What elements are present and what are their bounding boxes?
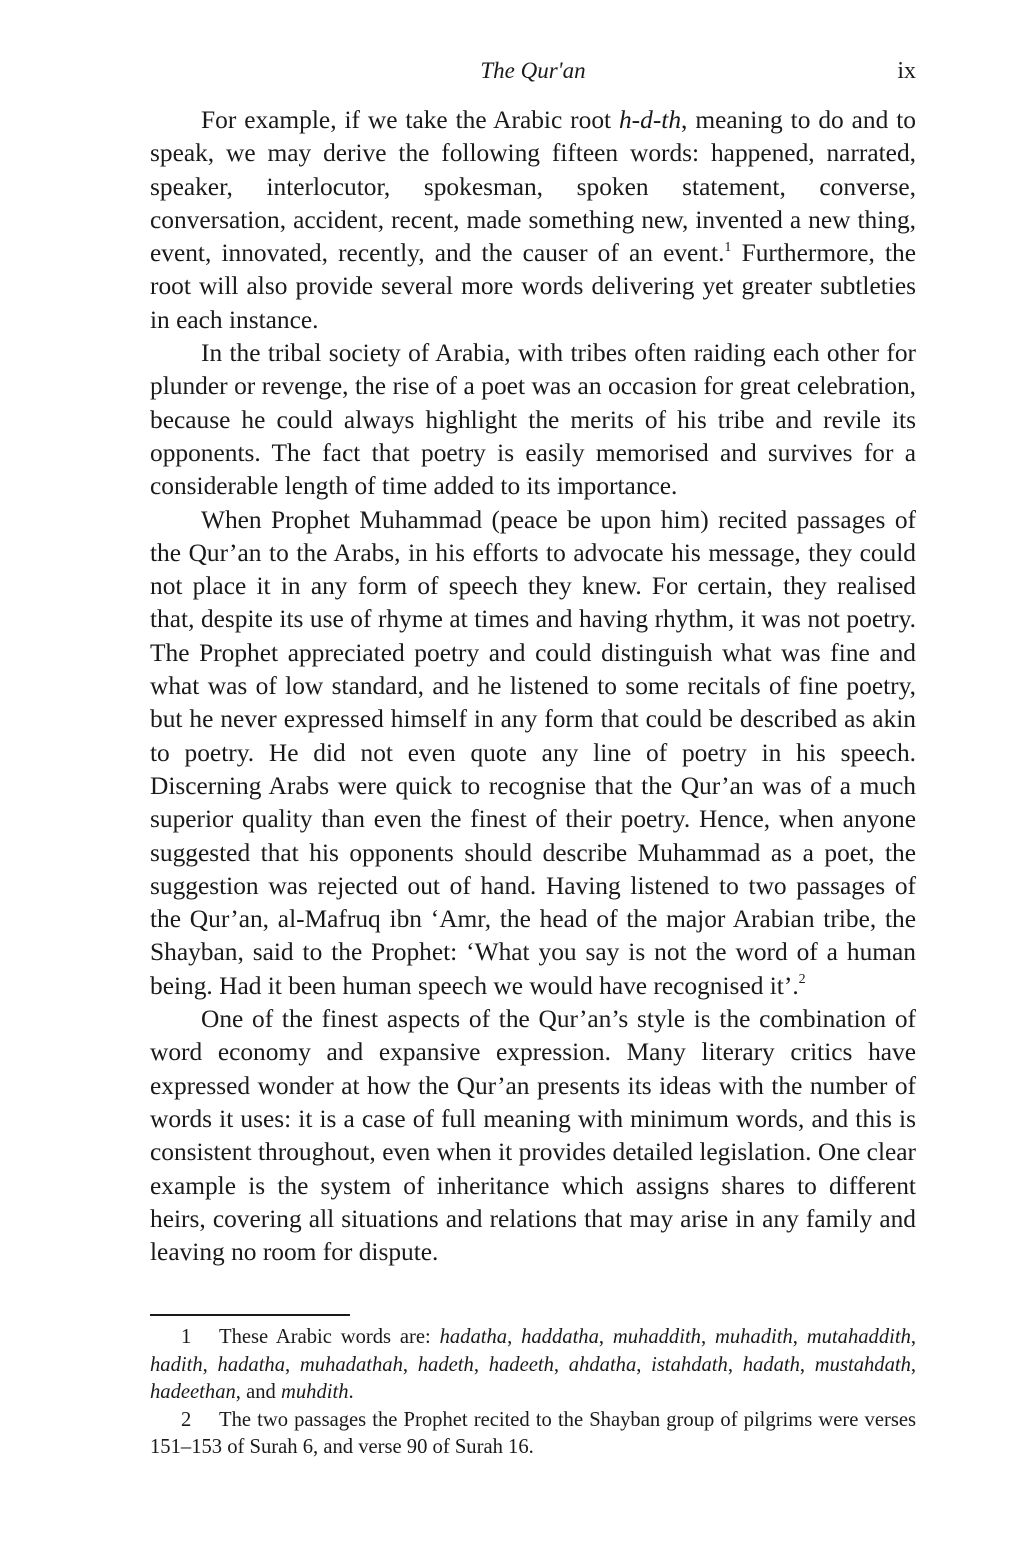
footnote-1-word: hadeeth — [488, 1353, 554, 1376]
footnote-2 — [150, 1407, 916, 1462]
footnote-1-word: hadatha — [439, 1326, 508, 1348]
footnote-1-end: . — [348, 1381, 354, 1404]
footnote-1-lead: These Arabic words are: — [219, 1326, 440, 1348]
footnote-1-and: , and — [235, 1381, 281, 1404]
paragraph-4: One of the finest aspects of the Qur’an’s style is the combination of word economy and expansive expression. Many literary critics have expressed wonder at how the Qur’an presents its ideas with the number of words it uses: it is a case of full meaning with minimum words, and this is consistent throughout, even when it provides detailed legislation. One clear example is the system of inheritance which assigns shares to different heirs, covering all situations and relations that may arise in any family and leaving no room for dispute. — [150, 1005, 916, 1267]
footnote-1 — [150, 1324, 916, 1407]
footnote-1-word: hadith — [150, 1353, 203, 1376]
footnote-1-word: hadatha — [217, 1353, 286, 1376]
paragraph-1 — [150, 104, 916, 337]
footnote-1-word: mutahaddith — [806, 1326, 911, 1348]
footnote-ref-1[interactable]: 1 — [724, 239, 732, 255]
paragraph-1-text-a: For example, if we take the Arabic root — [201, 106, 619, 134]
footnote-1-word: haddatha — [521, 1326, 599, 1348]
footnote-1-word: muhadathah — [299, 1353, 403, 1376]
page-number: ix — [897, 58, 916, 84]
footnotes — [150, 1324, 916, 1462]
arabic-root: h-d-th — [618, 106, 682, 134]
running-title: The Qur'an — [480, 58, 586, 83]
footnote-1-last-word: muhdith — [280, 1381, 349, 1404]
paragraph-3 — [150, 504, 916, 1003]
footnote-1-word-list: hadatha, haddatha, muhaddith, muhadith, mutahaddith, hadith, hadatha, muhadathah, hadeth, hadeeth, ahdatha, istahdath, hadath, mustahdath, hadeethan — [150, 1326, 917, 1404]
paragraph-3-text: When Prophet Muhammad (peace be upon him) recited passages of the Qur’an to the Arabs, in his efforts to advocate his message, they could not place it in any form of speech they knew. For certain, they realised that, despite its use of rhyme at times and having rhythm, it was not poetry. The Prophet appreciated poetry and could distinguish what was fine and what was of low standard, and he listened to some recitals of fine poetry, but he never expressed himself in any form that could be described as akin to poetry. He did not even quote any line of poetry in his speech. Discerning Arabs were quick to recognise that the Qur’an was of a much superior quality than even the finest of their poetry. Hence, when anyone suggested that his opponents should describe Muhammad as a poet, the suggestion was rejected out of hand. Having listened to two passages of the Qur’an, al-Mafruq ibn ‘Amr, the head of the major Arabian tribe, the Shayban, said to the Prophet: ‘What you say is not the word of a human being. Had it been human speech we would have recognised it’. — [150, 505, 916, 1000]
paragraph-1-text-c: Furthermore, the root will also provide several more words delivering yet greater subtleties in each instance. — [150, 239, 917, 334]
footnote-2-number: 2 — [181, 1408, 192, 1431]
footnote-ref-2[interactable]: 2 — [798, 972, 806, 988]
footnote-1-word: hadeethan — [150, 1381, 236, 1404]
body-text — [150, 104, 916, 1269]
footnote-1-word: muhaddith — [612, 1326, 701, 1348]
footnote-1-word: hadeth — [417, 1353, 474, 1376]
footnote-1-word: ahdatha — [568, 1353, 637, 1376]
paragraph-2: In the tribal society of Arabia, with tribes often raiding each other for plunder or revenge, the rise of a poet was an occasion for great celebration, because he could always highlight the merits of his tribe and revile its opponents. The fact that poetry is easily memorised and survives for a considerable length of time added to its importance. — [150, 339, 916, 501]
footnote-1-number: 1 — [181, 1326, 192, 1348]
footnote-2-text: The two passages the Prophet recited to the Shayban group of pilgrims were verses 151–153 of Surah 6, and verse 90 of Surah 16. — [150, 1408, 916, 1459]
footnote-1-word: hadath — [742, 1353, 800, 1376]
footnote-divider — [150, 1314, 350, 1316]
running-head — [150, 54, 916, 88]
paragraph-1-text-b: , meaning to do and to speak, we may derive the following fifteen words: happened, narrated, speaker, interlocutor, spokesman, spoken statement, converse, conversation, accident, recent, made something new, invented a new thing, event, innovated, recently, and the causer of an event. — [150, 106, 916, 268]
footnote-1-word: muhadith — [714, 1326, 793, 1348]
footnote-1-word: mustahdath — [814, 1353, 911, 1376]
footnote-1-word: istahdath — [651, 1353, 728, 1376]
